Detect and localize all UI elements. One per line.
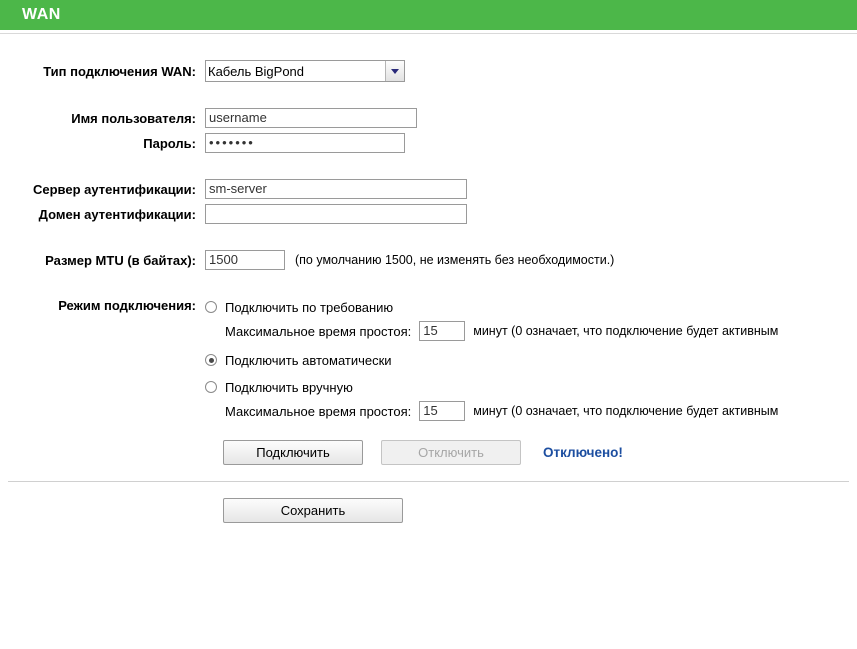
row-wan-type — [0, 60, 857, 82]
page-header — [0, 0, 857, 30]
page-title: WAN — [22, 6, 61, 23]
auth-server-input[interactable] — [205, 179, 467, 199]
wan-type-select[interactable] — [205, 60, 405, 82]
save-row — [0, 482, 857, 523]
radio-manual-label: Подключить вручную — [225, 379, 353, 395]
spacer — [0, 82, 857, 108]
radio-icon-on-demand[interactable] — [205, 301, 217, 313]
save-button[interactable]: Сохранить — [223, 498, 403, 523]
idle-row-on-demand — [225, 318, 857, 344]
idle-note-manual: минут (0 означает, что подключение будет активным — [473, 404, 779, 418]
idle-input-manual[interactable] — [419, 401, 465, 421]
row-auth-server — [0, 179, 857, 199]
auth-domain-label: Домен аутентификации: — [38, 206, 196, 222]
auth-domain-input[interactable] — [205, 204, 467, 224]
row-connection-mode — [0, 296, 857, 424]
radio-icon-auto[interactable] — [205, 354, 217, 366]
spacer — [0, 270, 857, 296]
idle-input-on-demand[interactable] — [419, 321, 465, 341]
password-label: Пароль: — [143, 135, 196, 151]
connection-status: Отключено! — [543, 445, 623, 460]
row-mtu — [0, 250, 857, 270]
mtu-input[interactable] — [205, 250, 285, 270]
disconnect-button[interactable]: Отключить — [381, 440, 521, 465]
radio-icon-manual[interactable] — [205, 381, 217, 393]
radio-auto[interactable] — [205, 349, 857, 371]
wan-type-label: Тип подключения WAN: — [43, 63, 196, 79]
connect-button[interactable]: Подключить — [223, 440, 363, 465]
radio-on-demand-label: Подключить по требованию — [225, 299, 394, 315]
connection-mode-label: Режим подключения: — [58, 298, 196, 313]
wan-form — [0, 34, 857, 523]
spacer — [0, 153, 857, 179]
wan-type-select-wrap[interactable] — [205, 60, 405, 82]
idle-note-on-demand: минут (0 означает, что подключение будет активным — [473, 324, 779, 338]
password-input[interactable] — [205, 133, 405, 153]
spacer — [0, 34, 857, 60]
idle-label-manual: Максимальное время простоя: — [225, 403, 412, 419]
username-label: Имя пользователя: — [71, 110, 196, 126]
radio-on-demand[interactable] — [205, 296, 857, 318]
spacer — [0, 424, 857, 440]
row-auth-domain — [0, 204, 857, 224]
connection-buttons — [0, 440, 857, 465]
mtu-hint: (по умолчанию 1500, не изменять без необходимости.) — [295, 253, 615, 267]
spacer — [0, 224, 857, 250]
idle-label-on-demand: Максимальное время простоя: — [225, 323, 412, 339]
username-input[interactable] — [205, 108, 417, 128]
row-password — [0, 133, 857, 153]
auth-server-label: Сервер аутентификации: — [33, 181, 196, 197]
mtu-label: Размер MTU (в байтах): — [45, 252, 196, 268]
row-username — [0, 108, 857, 128]
radio-auto-label: Подключить автоматически — [225, 352, 392, 368]
radio-manual[interactable] — [205, 376, 857, 398]
idle-row-manual — [225, 398, 857, 424]
